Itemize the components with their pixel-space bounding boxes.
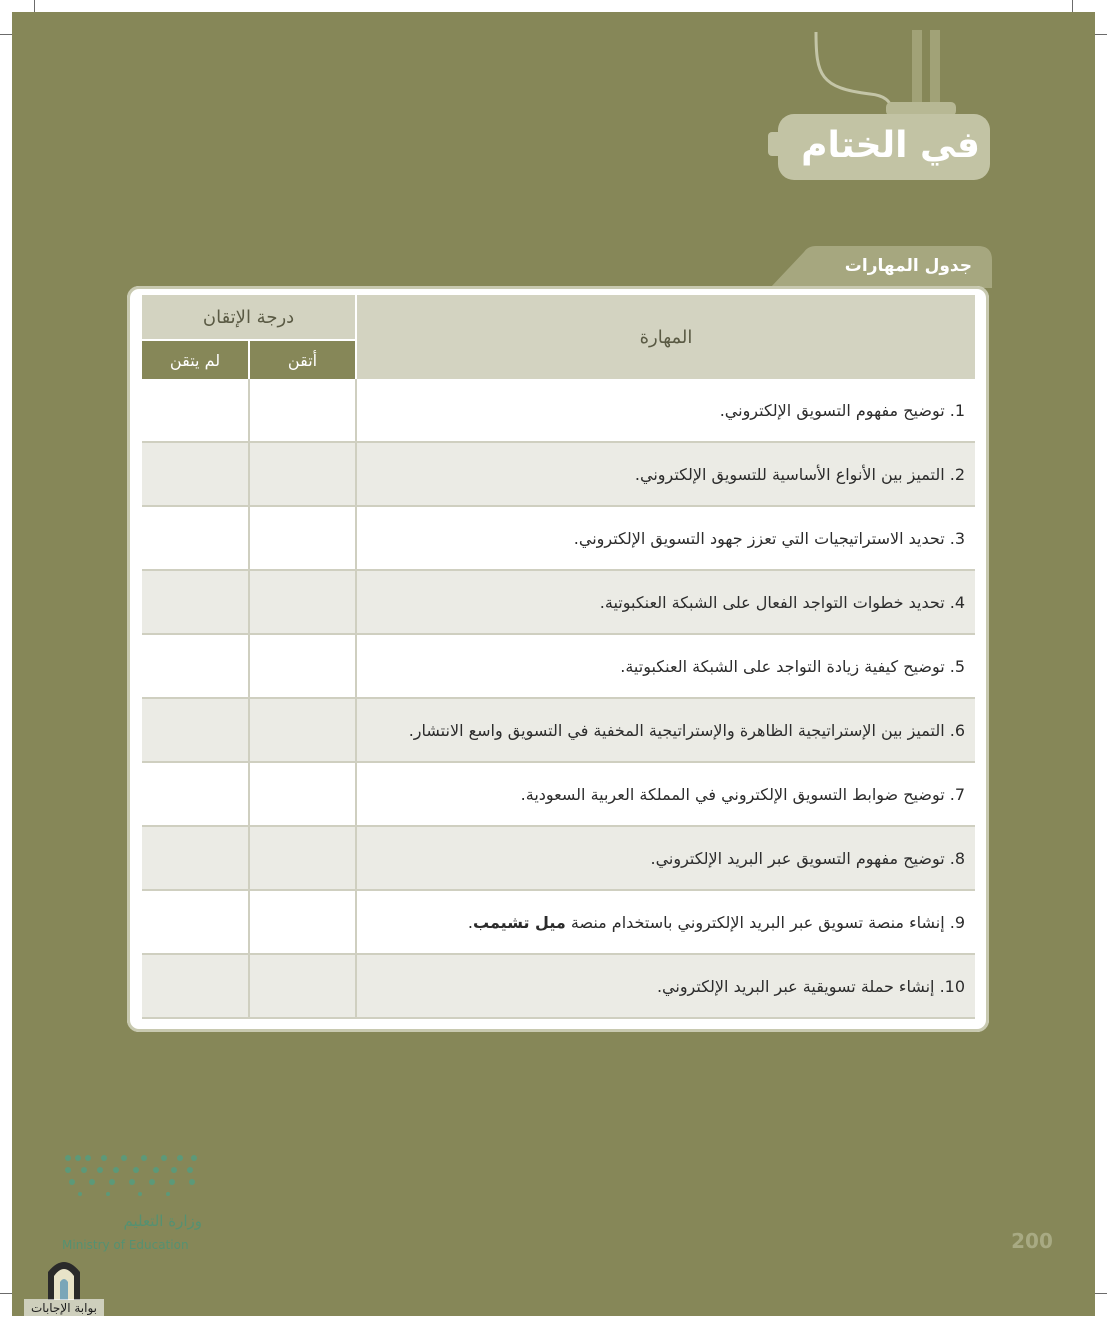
table-row <box>142 954 975 1018</box>
skill-text: 5. توضيح كيفية زيادة التواجد على الشبكة العنكبوتية. <box>356 634 975 698</box>
page-number: 200 <box>1011 1229 1053 1253</box>
page-title: في الختام <box>801 125 980 166</box>
not-mastered-cell[interactable] <box>142 442 249 506</box>
not-mastered-cell[interactable] <box>142 698 249 762</box>
column-header-mastered: أتقن <box>249 340 356 379</box>
ministry-name-english: Ministry of Education <box>62 1238 189 1252</box>
mastered-cell[interactable] <box>249 826 356 890</box>
skill-text: 4. تحديد خطوات التواجد الفعال على الشبكة العنكبوتية. <box>356 570 975 634</box>
table-row <box>142 826 975 890</box>
mastered-cell[interactable] <box>249 506 356 570</box>
not-mastered-cell[interactable] <box>142 634 249 698</box>
skill-text-prefix: 9. إنشاء منصة تسويق عبر البريد الإلكتروني باستخدام منصة <box>565 912 966 932</box>
skill-text: 2. التميز بين الأنواع الأساسية للتسويق الإلكتروني. <box>356 442 975 506</box>
skill-text <box>356 890 975 954</box>
section-title: جدول المهارات <box>844 256 972 276</box>
table-row <box>142 890 975 954</box>
skill-text-suffix: . <box>467 912 473 932</box>
mastered-cell[interactable] <box>249 890 356 954</box>
table-row <box>142 379 975 442</box>
portal-label: بوابة الإجابات <box>24 1299 104 1317</box>
skill-text: 6. التميز بين الإستراتيجية الظاهرة والإستراتيجية المخفية في التسويق واسع الانتشار. <box>356 698 975 762</box>
not-mastered-cell[interactable] <box>142 506 249 570</box>
column-header-degree: درجة الإتقان <box>142 295 356 340</box>
mastered-cell[interactable] <box>249 698 356 762</box>
skill-text: 10. إنشاء حملة تسويقية عبر البريد الإلكتروني. <box>356 954 975 1018</box>
mastered-cell[interactable] <box>249 954 356 1018</box>
mastered-cell[interactable] <box>249 570 356 634</box>
not-mastered-cell[interactable] <box>142 762 249 826</box>
skill-text: 7. توضيح ضوابط التسويق الإلكتروني في المملكة العربية السعودية. <box>356 762 975 826</box>
table-row <box>142 762 975 826</box>
skills-table <box>142 295 975 1019</box>
not-mastered-cell[interactable] <box>142 890 249 954</box>
table-row <box>142 442 975 506</box>
mastered-cell[interactable] <box>249 442 356 506</box>
skill-text: 8. توضيح مفهوم التسويق عبر البريد الإلكتروني. <box>356 826 975 890</box>
skill-text: 3. تحديد الاستراتيجيات التي تعزز جهود التسويق الإلكتروني. <box>356 506 975 570</box>
ministry-name-arabic: وزارة التعليم <box>123 1212 202 1230</box>
column-header-not-mastered: لم يتقن <box>142 340 249 379</box>
portal-logo-icon <box>44 1256 84 1300</box>
not-mastered-cell[interactable] <box>142 570 249 634</box>
mastered-cell[interactable] <box>249 379 356 442</box>
table-row <box>142 634 975 698</box>
not-mastered-cell[interactable] <box>142 379 249 442</box>
not-mastered-cell[interactable] <box>142 954 249 1018</box>
ministry-logo-icon <box>64 1152 200 1204</box>
column-header-skill: المهارة <box>356 295 975 379</box>
table-row <box>142 698 975 762</box>
table-row <box>142 570 975 634</box>
skill-text: 1. توضيح مفهوم التسويق الإلكتروني. <box>356 379 975 442</box>
platform-name: ميل تشيمب <box>473 912 566 932</box>
table-row <box>142 506 975 570</box>
mastered-cell[interactable] <box>249 762 356 826</box>
not-mastered-cell[interactable] <box>142 826 249 890</box>
mastered-cell[interactable] <box>249 634 356 698</box>
